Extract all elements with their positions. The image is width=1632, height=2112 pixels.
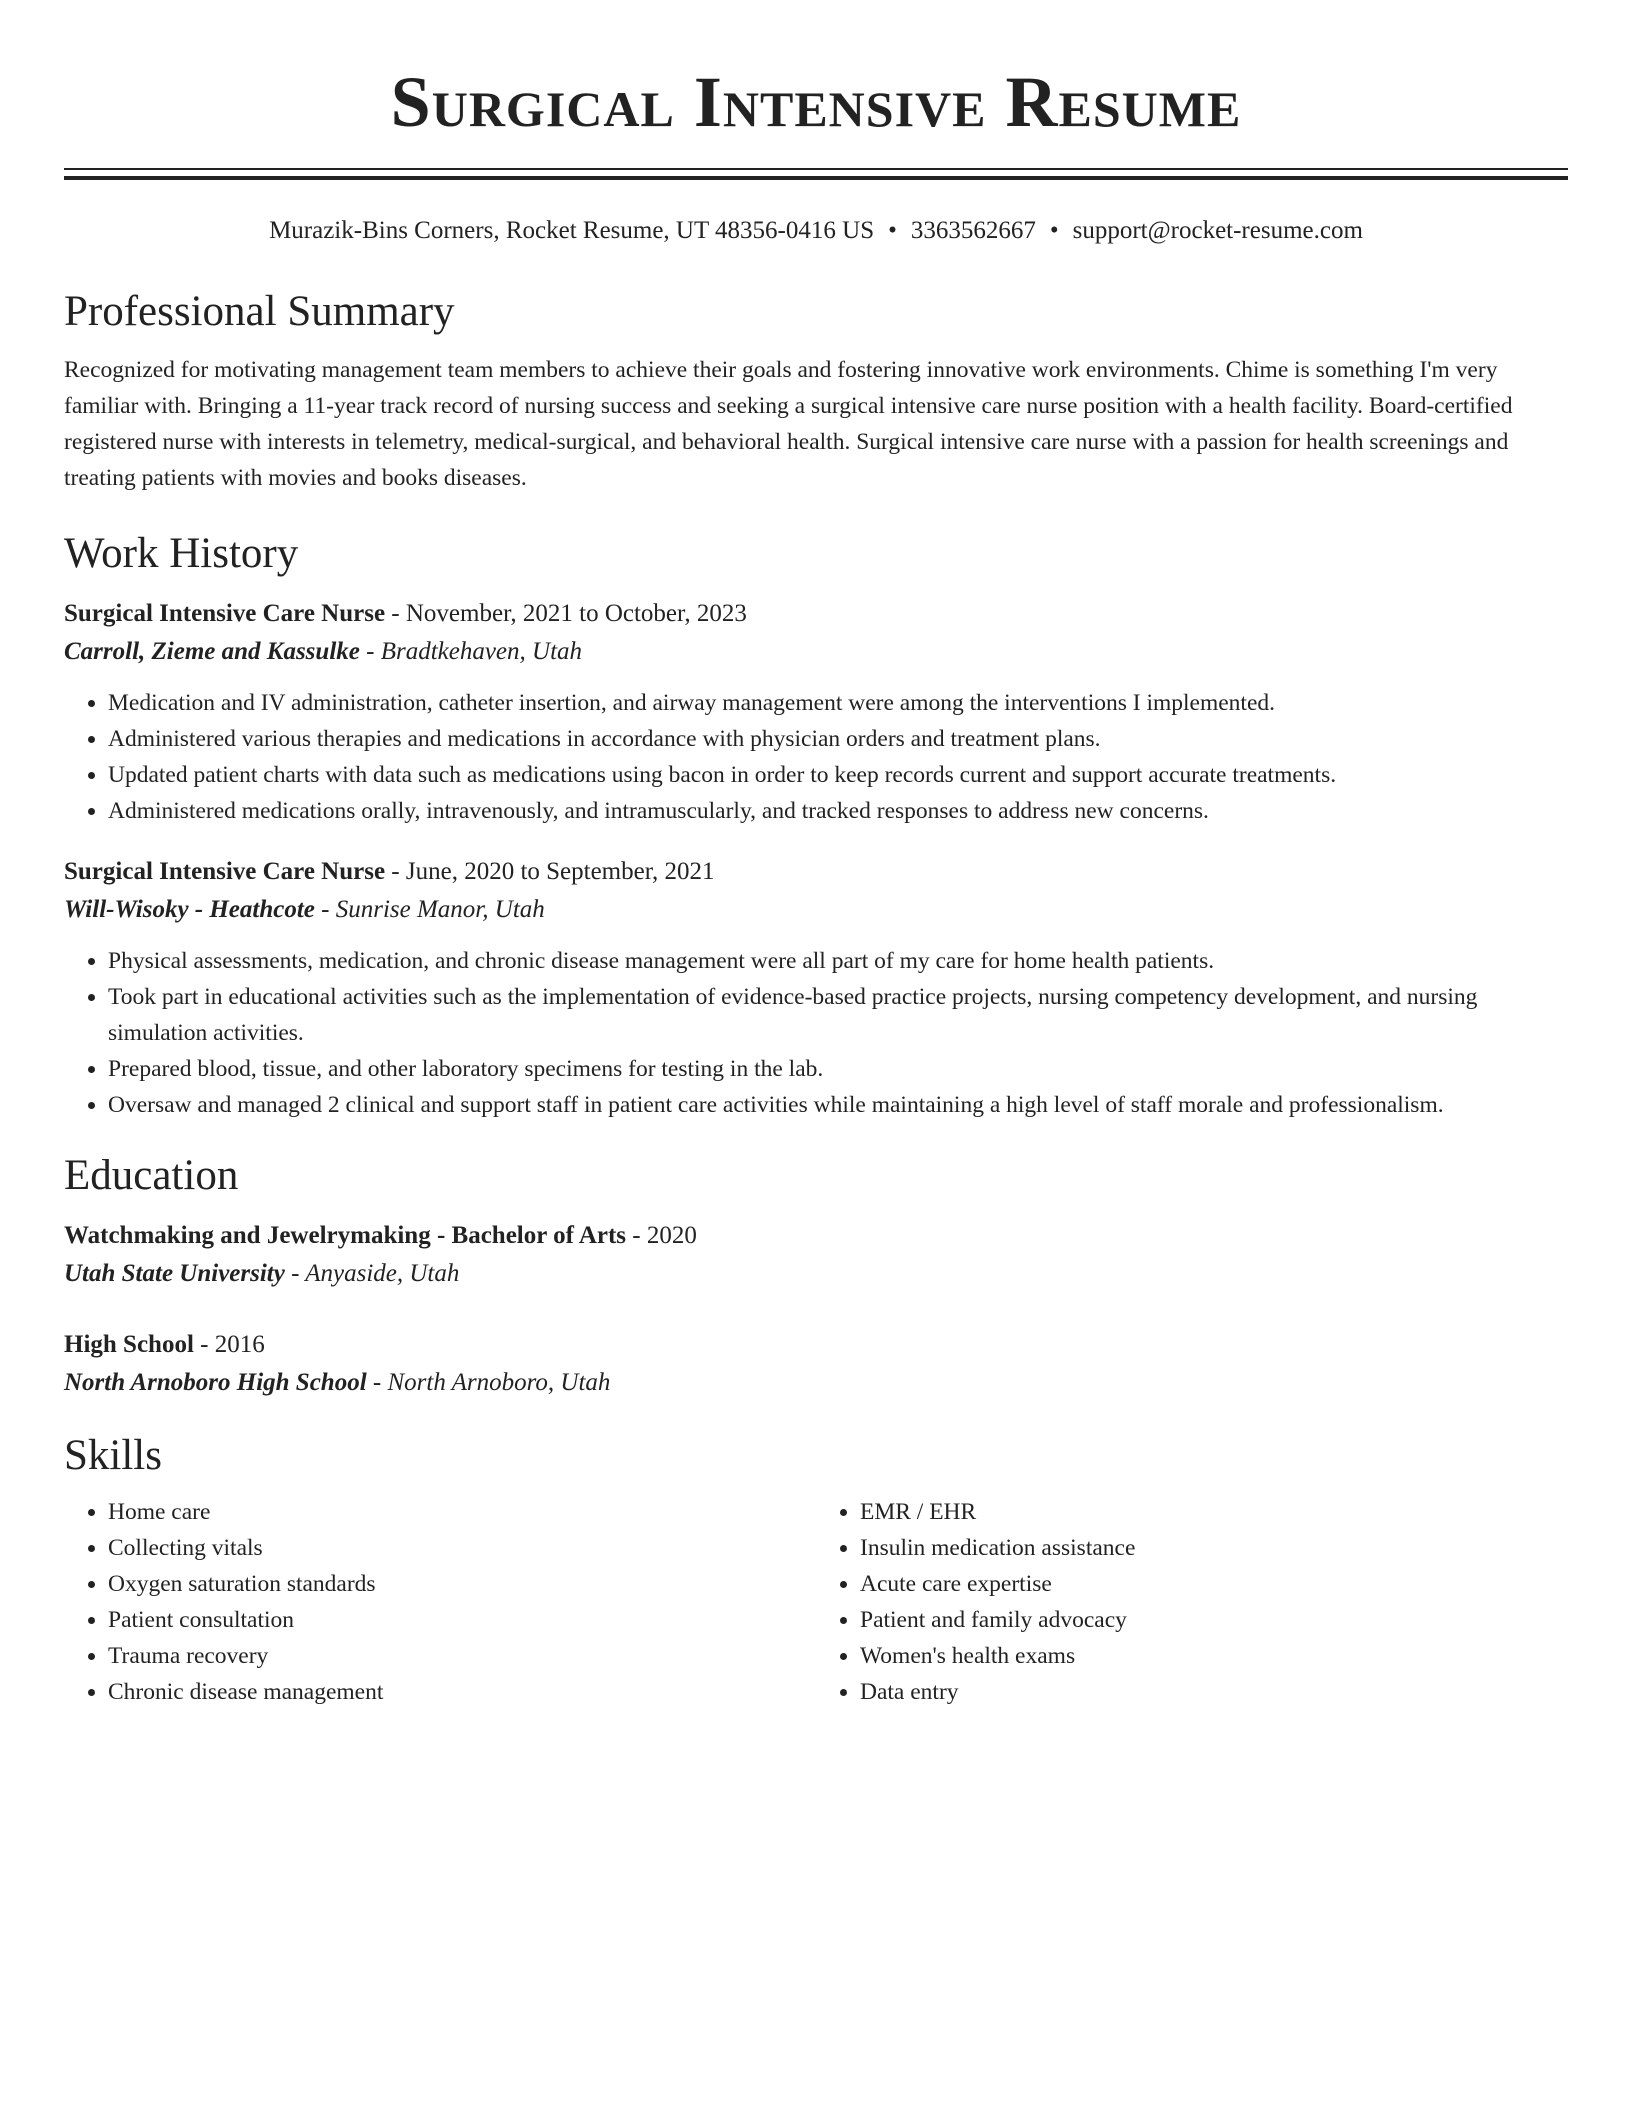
header-divider-thick xyxy=(64,176,1568,180)
job-duty: • Administered medications orally, intravenously, and intramuscularly, and tracked responses to address new concerns. xyxy=(108,793,1568,829)
skill-item: • Chronic disease management xyxy=(108,1674,816,1710)
job-employer-line xyxy=(64,891,1568,929)
skill-item: • Home care xyxy=(108,1494,816,1530)
job-title-line xyxy=(64,595,1568,633)
job-dates: - November, 2021 to October, 2023 xyxy=(385,600,747,627)
resume-title: Surgical Intensive Resume xyxy=(390,62,1242,142)
job-duty: • Administered various therapies and medications in accordance with physician orders and treatment plans. xyxy=(108,721,1568,757)
job-employer-line xyxy=(64,633,1568,671)
skill-item: • Oxygen saturation standards xyxy=(108,1566,816,1602)
school-location: - North Arnoboro, Utah xyxy=(366,1369,611,1396)
summary-text: Recognized for motivating management team members to achieve their goals and fostering innovative work environments. Chime is something I'm very familiar with. Bringing a 11-year track record of nursing success and seeking a surgical intensive care nurse position with a health facility. Board-certified registered nurse with interests in telemetry, medical-surgical, and behavioral health. Surgical intensive care nurse with a passion for health screenings and treating patients with movies and books diseases. xyxy=(64,357,1513,491)
job-duty: • Physical assessments, medication, and chronic disease management were all part of my care for home health patients. xyxy=(108,943,1568,979)
degree-line xyxy=(64,1217,1568,1255)
job-title-line xyxy=(64,853,1568,891)
job-dates: - June, 2020 to September, 2021 xyxy=(385,858,715,885)
job-employer: Will-Wisoky - Heathcote xyxy=(64,896,315,923)
work-history-heading: Work History xyxy=(64,530,299,577)
job-duty: • Took part in educational activities such as the implementation of evidence-based practice projects, nursing competency development, and nursing simulation activities. xyxy=(108,979,1568,1051)
job-duty: • Updated patient charts with data such as medications using bacon in order to keep records current and support accurate treatments. xyxy=(108,757,1568,793)
job-location: - Sunrise Manor, Utah xyxy=(314,896,545,923)
education-heading: Education xyxy=(64,1152,239,1199)
job-employer: Carroll, Zieme and Kassulke xyxy=(64,638,360,665)
skill-item: • Collecting vitals xyxy=(108,1530,816,1566)
job-duty: • Medication and IV administration, catheter insertion, and airway management were among the interventions I implemented. xyxy=(108,685,1568,721)
skills-columns xyxy=(64,1494,1568,1710)
job-duties-list xyxy=(64,685,1568,829)
school-line xyxy=(64,1364,1568,1402)
skill-item: • Trauma recovery xyxy=(108,1638,816,1674)
education-entry xyxy=(64,1217,1568,1293)
skills-list-left xyxy=(64,1494,816,1710)
skill-item: • Women's health exams xyxy=(860,1638,1568,1674)
summary-heading: Professional Summary xyxy=(64,288,455,335)
job-duty: • Oversaw and managed 2 clinical and support staff in patient care activities while maintaining a high level of staff morale and professionalism. xyxy=(108,1087,1568,1123)
skills-list-right xyxy=(816,1494,1568,1710)
contact-address: Murazik-Bins Corners, Rocket Resume, UT 48356-0416 US xyxy=(269,217,875,244)
skill-item: • EMR / EHR xyxy=(860,1494,1568,1530)
contact-email: support@rocket-resume.com xyxy=(1072,217,1363,244)
skill-item: • Patient consultation xyxy=(108,1602,816,1638)
skills-heading: Skills xyxy=(64,1432,162,1479)
degree: Watchmaking and Jewelrymaking - Bachelor of Arts xyxy=(64,1222,627,1249)
graduation-year: - 2020 xyxy=(626,1222,697,1249)
school-location: - Anyaside, Utah xyxy=(284,1260,460,1287)
job-duties-list xyxy=(64,943,1568,1123)
degree: High School xyxy=(64,1331,194,1358)
graduation-year: - 2016 xyxy=(193,1331,265,1358)
education-entry xyxy=(64,1326,1568,1402)
skill-item: • Insulin medication assistance xyxy=(860,1530,1568,1566)
job-title: Surgical Intensive Care Nurse xyxy=(64,858,386,885)
skill-item: • Acute care expertise xyxy=(860,1566,1568,1602)
school-line xyxy=(64,1255,1568,1293)
contact-separator: • xyxy=(888,217,897,244)
contact-phone: 3363562667 xyxy=(910,217,1036,244)
job-entry xyxy=(64,853,1568,1123)
skill-item: • Patient and family advocacy xyxy=(860,1602,1568,1638)
contact-line xyxy=(64,214,1568,248)
school-name: North Arnoboro High School xyxy=(64,1369,367,1396)
contact-separator: • xyxy=(1049,217,1059,244)
school-name: Utah State University xyxy=(64,1260,285,1287)
header-divider-thin xyxy=(64,168,1568,170)
skill-item: • Data entry xyxy=(860,1674,1568,1710)
job-location: - Bradtkehaven, Utah xyxy=(359,638,583,665)
job-duty: • Prepared blood, tissue, and other laboratory specimens for testing in the lab. xyxy=(108,1051,1568,1087)
job-entry xyxy=(64,595,1568,829)
job-title: Surgical Intensive Care Nurse xyxy=(64,600,386,627)
degree-line xyxy=(64,1326,1568,1364)
